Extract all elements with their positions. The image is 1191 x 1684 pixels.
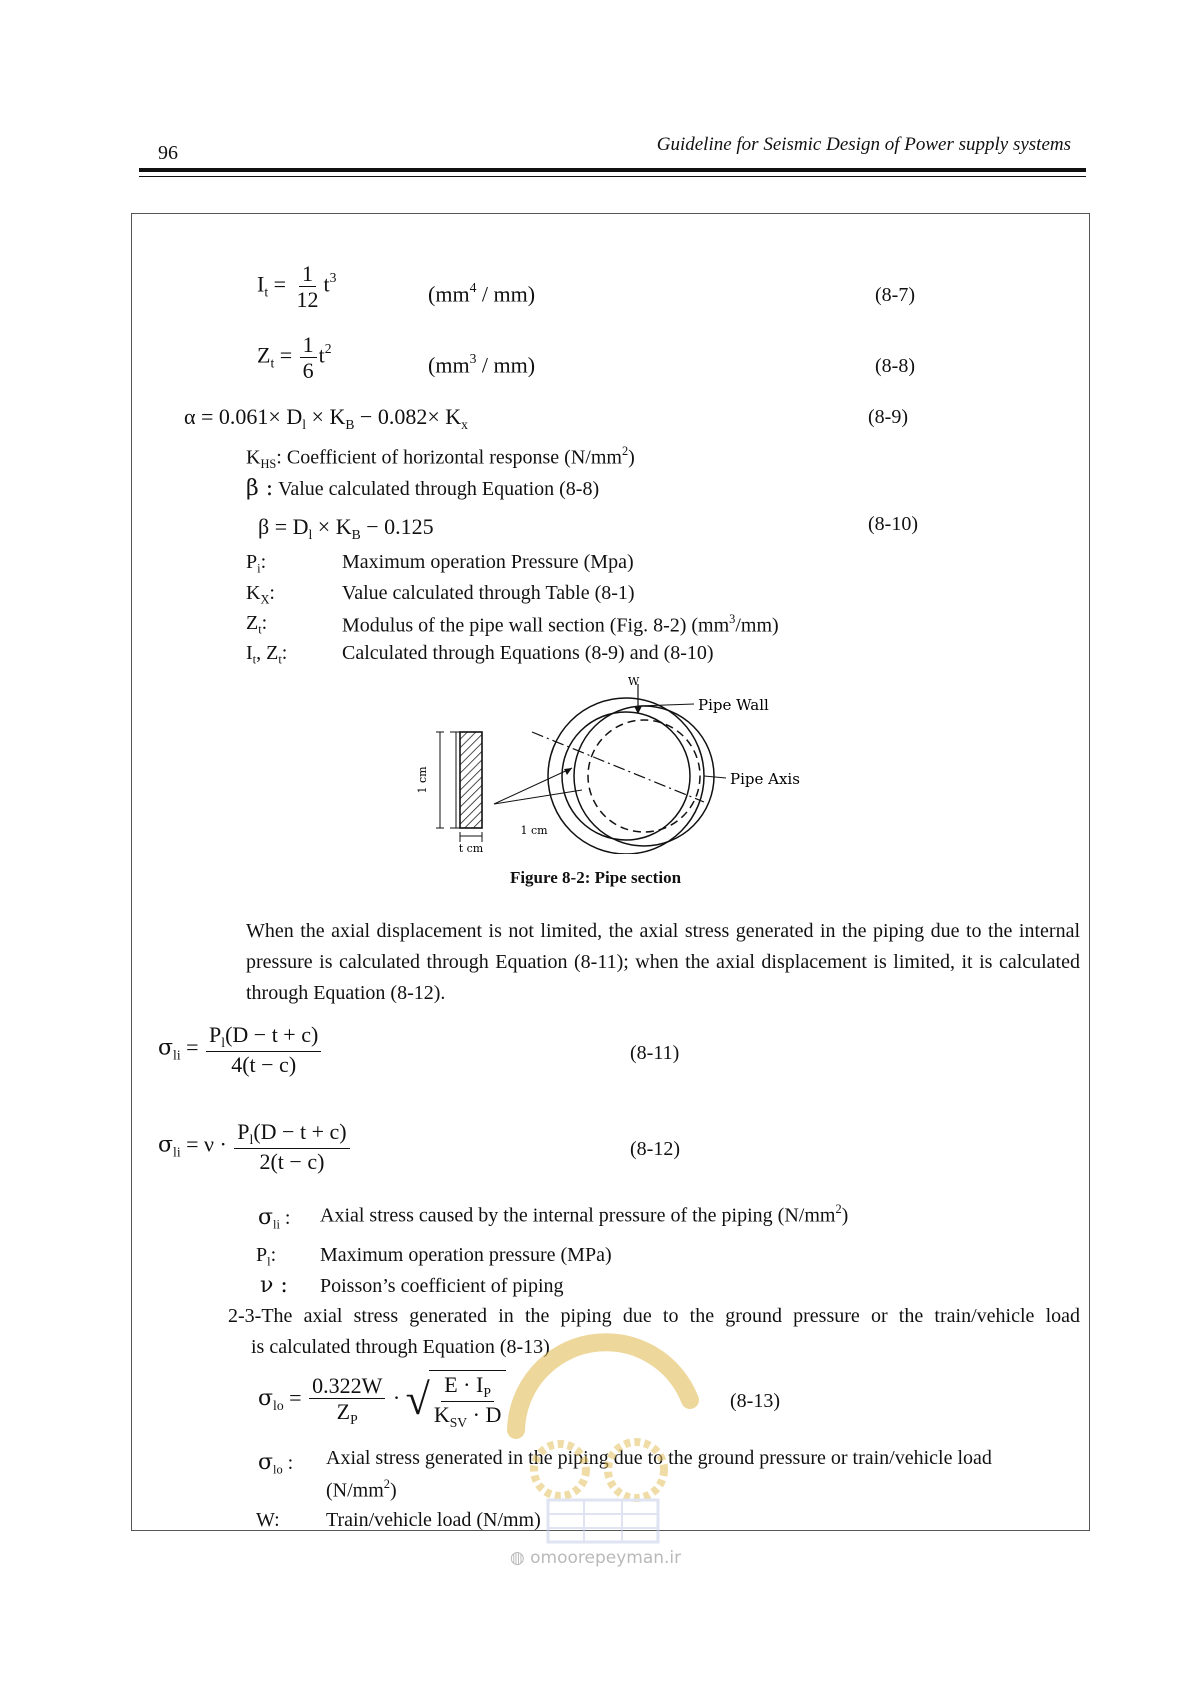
equation-number-8-12: (8-12) (630, 1138, 680, 1160)
definition-sigma-li-symbol: $\sigma_{li}$ : (258, 1205, 291, 1232)
figure-caption: Figure 8-2: Pipe section (509, 868, 682, 887)
definition-sigma-lo-text: Axial stress generated in the piping due to the ground pressure or train/vehicle load (326, 1447, 992, 1469)
definition-sigma-li-text: Axial stress caused by the internal pressure of the piping $(N/mm^2)$ (320, 1202, 849, 1227)
header-rule-thin (139, 176, 1086, 177)
item-2-3-line1: 2-3-The axial stress generated in the piping due to the ground pressure or the train/vehicle load (228, 1305, 1080, 1327)
label-pipe-wall: Pipe Wall (698, 696, 769, 714)
equation-8-12: $\sigma_{li} = \nu$ · $\frac{P_l(D - t + c)}{2(t - c)}$ (158, 1120, 352, 1173)
definition-sigma-lo-symbol: $\sigma_{lo}$ : (258, 1450, 294, 1477)
label-w: W (628, 676, 640, 688)
pipe-section-figure (404, 676, 834, 854)
equation-8-7-unit: $(mm^4 / mm)$ (428, 280, 536, 307)
equation-number-8-7: (8-7) (875, 284, 915, 306)
running-title: Guideline for Seismic Design of Power supply systems (656, 134, 1071, 155)
pipe-rings-drawing (548, 698, 714, 854)
equation-8-10: $\beta = D_l \times K_B - 0.125$ (258, 514, 434, 542)
definition-sigma-lo-unit: $(N/mm^2)$ (326, 1477, 397, 1502)
globe-icon: ◍ (509, 1548, 525, 1568)
definition-pl-symbol: $P_l$: (256, 1244, 277, 1269)
definition-w-text: Train/vehicle load (N/mm) (326, 1509, 541, 1531)
equation-8-8: $Z_t$ = $\frac{1}{6}$ $t^2$ (257, 332, 332, 384)
equation-number-8-9: (8-9) (868, 406, 908, 428)
label-t-cm: t cm (458, 842, 484, 854)
equation-number-8-11: (8-11) (630, 1042, 680, 1064)
definition-zt-symbol: $Z_t$: (246, 612, 268, 637)
equation-8-11: $\sigma_{li}$ = $\frac{P_l(D - t + c)}{4(t - c)}$ (158, 1023, 323, 1076)
label-1cm-left: 1 cm (416, 766, 429, 794)
definition-kx-symbol: $K_X$: (246, 582, 275, 607)
definition-nu-text: Poisson’s coefficient of piping (320, 1275, 564, 1297)
equation-number-8-10: (8-10) (868, 513, 918, 535)
equation-number-8-13: (8-13) (730, 1390, 780, 1412)
body-paragraph: When the axial displacement is not limited, the axial stress generated in the piping due to the internal pressure is calculated through Equation (8-11); when the axial displacement is limited, it is calculated through Equation (8-12). (246, 920, 1080, 1004)
wall-strip-drawing (436, 732, 482, 842)
definition-it-zt-symbol: $I_t$, $Z_t$: (246, 642, 288, 667)
definition-pi-symbol: $P_i$: (246, 551, 267, 576)
watermark-url: ◍ omoorepeyman.ir (509, 1548, 682, 1568)
definition-pl-text: Maximum operation pressure (MPa) (320, 1244, 612, 1266)
equation-8-9: $\alpha = 0.061\times D_l \times K_B - 0.082\times K_x$ (184, 404, 468, 432)
equation-8-7: $I_t$ = $\frac{1}{12}$ $t^3$ (257, 261, 337, 313)
definition-w-symbol: W: (256, 1509, 280, 1531)
definition-khs: $K_{HS}$: Coefficient of horizontal response $(N/mm^2)$ (246, 444, 635, 471)
pipe-axis-line (532, 732, 704, 802)
definition-it-zt-text: Calculated through Equations (8-9) and (8-10) (342, 642, 714, 664)
header-rule-thick (139, 168, 1086, 172)
definition-nu-symbol: ν : (260, 1273, 288, 1298)
equation-number-8-8: (8-8) (875, 355, 915, 377)
equation-8-13: $\sigma_{lo}$ = $\frac{0.322W}{Z_P}$ · √ $\frac{E \cdot I_P}{K_{SV} \cdot D}$ (258, 1370, 506, 1430)
equation-8-8-unit: $(mm^3 / mm)$ (428, 351, 536, 378)
label-pipe-axis: Pipe Axis (730, 770, 800, 788)
definition-zt-text: Modulus of the pipe wall section (Fig. 8-2) $(mm^3/mm)$ (342, 612, 779, 637)
definition-pi-text: Maximum operation Pressure (Mpa) (342, 551, 634, 573)
definition-beta: β : Value calculated through Equation (8-8) (246, 476, 600, 501)
square-root: √ $\frac{E \cdot I_P}{K_{SV} \cdot D}$ (406, 1370, 507, 1430)
definition-kx-text: Value calculated through Table (8-1) (342, 582, 635, 604)
label-1cm-bottom: 1 cm (520, 824, 548, 837)
page-number: 96 (158, 142, 178, 164)
item-2-3-line2: is calculated through Equation (8-13) (251, 1336, 550, 1358)
watermark-logo (496, 1310, 710, 1550)
